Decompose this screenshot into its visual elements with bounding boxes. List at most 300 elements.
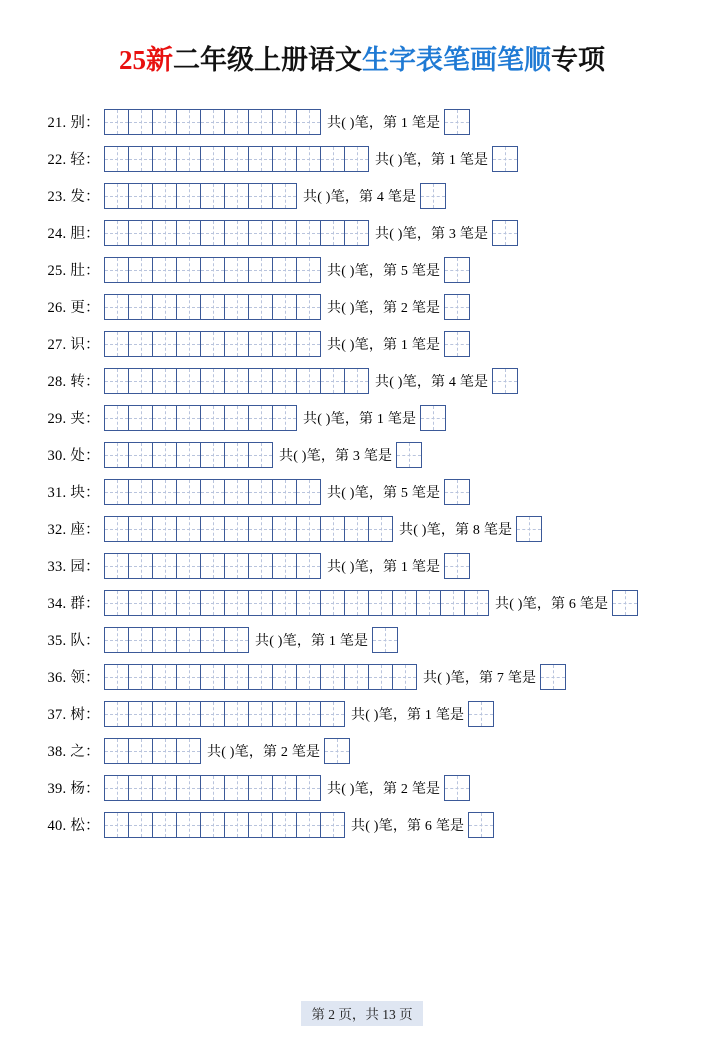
practice-cell[interactable] bbox=[201, 480, 225, 504]
practice-cell[interactable] bbox=[297, 813, 321, 837]
practice-cell[interactable] bbox=[105, 628, 129, 652]
stroke-answer-box[interactable] bbox=[444, 331, 470, 357]
practice-cell[interactable] bbox=[225, 702, 249, 726]
practice-cell[interactable] bbox=[129, 628, 153, 652]
practice-cell[interactable] bbox=[273, 480, 297, 504]
practice-cell[interactable] bbox=[153, 443, 177, 467]
practice-cell[interactable] bbox=[321, 665, 345, 689]
practice-cell[interactable] bbox=[105, 369, 129, 393]
practice-cell[interactable] bbox=[249, 813, 273, 837]
practice-cell[interactable] bbox=[177, 184, 201, 208]
practice-cell[interactable] bbox=[201, 110, 225, 134]
practice-cell[interactable] bbox=[369, 665, 393, 689]
practice-cell[interactable] bbox=[297, 591, 321, 615]
stroke-question-label: 共( )笔，第 1 笔是 bbox=[327, 337, 441, 353]
practice-cell[interactable] bbox=[417, 591, 441, 615]
exercise-row-label: 23. 发： bbox=[47, 189, 100, 205]
exercise-row bbox=[38, 177, 704, 214]
stroke-answer-box[interactable] bbox=[612, 590, 638, 616]
stroke-question-label: 共( )笔，第 4 笔是 bbox=[303, 189, 417, 205]
practice-cell[interactable] bbox=[201, 184, 225, 208]
exercise-row-label: 37. 树： bbox=[47, 707, 100, 723]
practice-cell[interactable] bbox=[249, 406, 273, 430]
exercise-row bbox=[38, 547, 704, 584]
practice-cell[interactable] bbox=[105, 184, 129, 208]
exercise-row-label: 38. 之： bbox=[47, 744, 100, 760]
practice-cell[interactable] bbox=[153, 739, 177, 763]
exercise-row bbox=[38, 214, 704, 251]
practice-cell[interactable] bbox=[105, 480, 129, 504]
practice-cell[interactable] bbox=[273, 591, 297, 615]
exercise-row-label: 33. 园： bbox=[47, 559, 100, 575]
stroke-practice-grid[interactable] bbox=[104, 590, 489, 616]
practice-cell[interactable] bbox=[273, 110, 297, 134]
stroke-answer-box[interactable] bbox=[540, 664, 566, 690]
exercise-row-label: 36. 领： bbox=[47, 670, 100, 686]
practice-cell[interactable] bbox=[105, 591, 129, 615]
practice-cell[interactable] bbox=[201, 258, 225, 282]
practice-cell[interactable] bbox=[249, 332, 273, 356]
practice-cell[interactable] bbox=[369, 517, 393, 541]
practice-cell[interactable] bbox=[249, 480, 273, 504]
practice-cell[interactable] bbox=[105, 258, 129, 282]
stroke-answer-box[interactable] bbox=[420, 405, 446, 431]
practice-cell[interactable] bbox=[249, 591, 273, 615]
practice-cell[interactable] bbox=[321, 369, 345, 393]
practice-cell[interactable] bbox=[321, 221, 345, 245]
practice-cell[interactable] bbox=[345, 665, 369, 689]
exercise-row bbox=[38, 806, 704, 843]
stroke-question-label: 共( )笔，第 7 笔是 bbox=[423, 670, 537, 686]
practice-cell[interactable] bbox=[225, 110, 249, 134]
practice-cell[interactable] bbox=[273, 702, 297, 726]
practice-cell[interactable] bbox=[297, 258, 321, 282]
stroke-question-text bbox=[399, 516, 542, 542]
stroke-practice-grid[interactable] bbox=[104, 812, 345, 838]
practice-cell[interactable] bbox=[297, 110, 321, 134]
stroke-practice-grid[interactable] bbox=[104, 257, 321, 283]
stroke-practice-grid[interactable] bbox=[104, 405, 297, 431]
practice-cell[interactable] bbox=[129, 739, 153, 763]
practice-cell[interactable] bbox=[153, 480, 177, 504]
stroke-question-text bbox=[207, 738, 350, 764]
exercise-row bbox=[38, 769, 704, 806]
stroke-practice-grid[interactable] bbox=[104, 183, 297, 209]
stroke-question-label: 共( )笔，第 5 笔是 bbox=[327, 263, 441, 279]
practice-cell[interactable] bbox=[345, 369, 369, 393]
stroke-question-label: 共( )笔，第 2 笔是 bbox=[327, 781, 441, 797]
practice-cell[interactable] bbox=[153, 406, 177, 430]
stroke-question-label: 共( )笔，第 1 笔是 bbox=[375, 152, 489, 168]
practice-cell[interactable] bbox=[129, 702, 153, 726]
practice-cell[interactable] bbox=[369, 591, 393, 615]
practice-cell[interactable] bbox=[153, 184, 177, 208]
practice-cell[interactable] bbox=[201, 591, 225, 615]
practice-cell[interactable] bbox=[153, 591, 177, 615]
stroke-question-text bbox=[303, 183, 446, 209]
practice-cell[interactable] bbox=[273, 295, 297, 319]
practice-cell[interactable] bbox=[249, 295, 273, 319]
practice-cell[interactable] bbox=[249, 517, 273, 541]
stroke-practice-grid[interactable] bbox=[104, 331, 321, 357]
practice-cell[interactable] bbox=[393, 665, 417, 689]
title-segment-red: 25新 bbox=[119, 45, 173, 75]
practice-cell[interactable] bbox=[129, 776, 153, 800]
stroke-answer-box[interactable] bbox=[444, 553, 470, 579]
stroke-question-label: 共( )笔，第 3 笔是 bbox=[375, 226, 489, 242]
practice-cell[interactable] bbox=[105, 813, 129, 837]
practice-cell[interactable] bbox=[321, 813, 345, 837]
stroke-practice-grid[interactable] bbox=[104, 738, 201, 764]
practice-cell[interactable] bbox=[273, 184, 297, 208]
practice-cell[interactable] bbox=[177, 480, 201, 504]
stroke-question-text bbox=[327, 775, 470, 801]
exercise-row-label: 25. 肚： bbox=[47, 263, 100, 279]
practice-cell[interactable] bbox=[201, 813, 225, 837]
exercise-row bbox=[38, 436, 704, 473]
practice-cell[interactable] bbox=[129, 295, 153, 319]
stroke-practice-grid[interactable] bbox=[104, 109, 321, 135]
stroke-answer-box[interactable] bbox=[468, 812, 494, 838]
practice-cell[interactable] bbox=[225, 258, 249, 282]
practice-cell[interactable] bbox=[249, 443, 273, 467]
practice-cell[interactable] bbox=[129, 221, 153, 245]
stroke-answer-box[interactable] bbox=[444, 775, 470, 801]
practice-cell[interactable] bbox=[129, 517, 153, 541]
stroke-question-label: 共( )笔，第 8 笔是 bbox=[399, 522, 513, 538]
practice-cell[interactable] bbox=[177, 591, 201, 615]
practice-cell[interactable] bbox=[177, 369, 201, 393]
practice-cell[interactable] bbox=[177, 776, 201, 800]
practice-cell[interactable] bbox=[105, 147, 129, 171]
practice-cell[interactable] bbox=[129, 147, 153, 171]
practice-cell[interactable] bbox=[177, 221, 201, 245]
stroke-practice-grid[interactable] bbox=[104, 368, 369, 394]
title-segment-blue: 生字表笔画笔顺 bbox=[362, 45, 551, 75]
practice-cell[interactable] bbox=[297, 665, 321, 689]
practice-cell[interactable] bbox=[129, 591, 153, 615]
practice-cell[interactable] bbox=[297, 369, 321, 393]
practice-cell[interactable] bbox=[297, 295, 321, 319]
practice-cell[interactable] bbox=[249, 554, 273, 578]
practice-cell[interactable] bbox=[201, 406, 225, 430]
stroke-answer-box[interactable] bbox=[444, 479, 470, 505]
practice-cell[interactable] bbox=[225, 443, 249, 467]
stroke-question-label: 共( )笔，第 1 笔是 bbox=[327, 559, 441, 575]
practice-cell[interactable] bbox=[297, 517, 321, 541]
practice-cell[interactable] bbox=[177, 295, 201, 319]
practice-cell[interactable] bbox=[153, 110, 177, 134]
practice-cell[interactable] bbox=[129, 480, 153, 504]
practice-cell[interactable] bbox=[129, 406, 153, 430]
practice-cell[interactable] bbox=[273, 406, 297, 430]
practice-cell[interactable] bbox=[297, 702, 321, 726]
stroke-question-text bbox=[351, 701, 494, 727]
practice-cell[interactable] bbox=[273, 776, 297, 800]
practice-cell[interactable] bbox=[177, 628, 201, 652]
stroke-answer-box[interactable] bbox=[492, 220, 518, 246]
stroke-answer-box[interactable] bbox=[444, 109, 470, 135]
practice-cell[interactable] bbox=[321, 702, 345, 726]
practice-cell[interactable] bbox=[225, 591, 249, 615]
practice-cell[interactable] bbox=[225, 517, 249, 541]
practice-cell[interactable] bbox=[345, 517, 369, 541]
practice-cell[interactable] bbox=[105, 221, 129, 245]
practice-cell[interactable] bbox=[273, 221, 297, 245]
practice-cell[interactable] bbox=[105, 665, 129, 689]
practice-cell[interactable] bbox=[177, 517, 201, 541]
stroke-answer-box[interactable] bbox=[492, 368, 518, 394]
stroke-practice-grid[interactable] bbox=[104, 294, 321, 320]
practice-cell[interactable] bbox=[177, 406, 201, 430]
practice-cell[interactable] bbox=[201, 776, 225, 800]
exercise-row-label: 28. 转： bbox=[47, 374, 100, 390]
stroke-practice-grid[interactable] bbox=[104, 442, 273, 468]
practice-cell[interactable] bbox=[105, 110, 129, 134]
practice-cell[interactable] bbox=[273, 517, 297, 541]
practice-cell[interactable] bbox=[105, 739, 129, 763]
stroke-question-text bbox=[327, 294, 470, 320]
practice-cell[interactable] bbox=[129, 665, 153, 689]
practice-cell[interactable] bbox=[249, 776, 273, 800]
practice-cell[interactable] bbox=[177, 258, 201, 282]
practice-cell[interactable] bbox=[105, 517, 129, 541]
exercise-row bbox=[38, 399, 704, 436]
practice-cell[interactable] bbox=[201, 147, 225, 171]
practice-cell[interactable] bbox=[153, 554, 177, 578]
stroke-question-text bbox=[255, 627, 398, 653]
practice-cell[interactable] bbox=[129, 258, 153, 282]
practice-cell[interactable] bbox=[177, 443, 201, 467]
practice-cell[interactable] bbox=[177, 332, 201, 356]
stroke-practice-grid[interactable] bbox=[104, 775, 321, 801]
practice-cell[interactable] bbox=[225, 221, 249, 245]
stroke-practice-grid[interactable] bbox=[104, 664, 417, 690]
stroke-question-text bbox=[303, 405, 446, 431]
practice-cell[interactable] bbox=[225, 184, 249, 208]
practice-cell[interactable] bbox=[201, 332, 225, 356]
practice-cell[interactable] bbox=[177, 813, 201, 837]
stroke-question-label: 共( )笔，第 1 笔是 bbox=[327, 115, 441, 131]
stroke-answer-box[interactable] bbox=[444, 257, 470, 283]
stroke-question-label: 共( )笔，第 1 笔是 bbox=[255, 633, 369, 649]
practice-cell[interactable] bbox=[129, 184, 153, 208]
stroke-answer-box[interactable] bbox=[444, 294, 470, 320]
exercise-row bbox=[38, 584, 704, 621]
stroke-question-text bbox=[279, 442, 422, 468]
practice-cell[interactable] bbox=[465, 591, 489, 615]
practice-cell[interactable] bbox=[177, 110, 201, 134]
stroke-question-label: 共( )笔，第 2 笔是 bbox=[327, 300, 441, 316]
stroke-practice-grid[interactable] bbox=[104, 516, 393, 542]
practice-cell[interactable] bbox=[153, 369, 177, 393]
practice-cell[interactable] bbox=[345, 591, 369, 615]
practice-cell[interactable] bbox=[321, 591, 345, 615]
practice-cell[interactable] bbox=[177, 665, 201, 689]
practice-cell[interactable] bbox=[273, 147, 297, 171]
practice-cell[interactable] bbox=[225, 406, 249, 430]
practice-cell[interactable] bbox=[177, 554, 201, 578]
practice-cell[interactable] bbox=[201, 554, 225, 578]
practice-cell[interactable] bbox=[153, 665, 177, 689]
practice-cell[interactable] bbox=[345, 221, 369, 245]
practice-cell[interactable] bbox=[201, 702, 225, 726]
title-segment-black-2: 专项 bbox=[551, 45, 605, 75]
exercise-list bbox=[0, 103, 724, 843]
practice-cell[interactable] bbox=[273, 554, 297, 578]
practice-cell[interactable] bbox=[105, 295, 129, 319]
practice-cell[interactable] bbox=[153, 258, 177, 282]
practice-cell[interactable] bbox=[297, 480, 321, 504]
practice-cell[interactable] bbox=[249, 665, 273, 689]
practice-cell[interactable] bbox=[225, 628, 249, 652]
practice-cell[interactable] bbox=[249, 221, 273, 245]
practice-cell[interactable] bbox=[249, 258, 273, 282]
practice-cell[interactable] bbox=[153, 776, 177, 800]
stroke-practice-grid[interactable] bbox=[104, 479, 321, 505]
practice-cell[interactable] bbox=[225, 295, 249, 319]
exercise-row-label: 35. 队： bbox=[47, 633, 100, 649]
practice-cell[interactable] bbox=[297, 147, 321, 171]
practice-cell[interactable] bbox=[105, 776, 129, 800]
stroke-answer-box[interactable] bbox=[420, 183, 446, 209]
practice-cell[interactable] bbox=[321, 147, 345, 171]
stroke-answer-box[interactable] bbox=[372, 627, 398, 653]
practice-cell[interactable] bbox=[273, 813, 297, 837]
practice-cell[interactable] bbox=[177, 147, 201, 171]
practice-cell[interactable] bbox=[201, 517, 225, 541]
exercise-row bbox=[38, 140, 704, 177]
stroke-question-text bbox=[327, 331, 470, 357]
stroke-answer-box[interactable] bbox=[492, 146, 518, 172]
practice-cell[interactable] bbox=[225, 665, 249, 689]
practice-cell[interactable] bbox=[249, 147, 273, 171]
practice-cell[interactable] bbox=[201, 665, 225, 689]
page-title bbox=[0, 38, 724, 77]
practice-cell[interactable] bbox=[273, 258, 297, 282]
practice-cell[interactable] bbox=[129, 110, 153, 134]
stroke-question-text bbox=[327, 257, 470, 283]
exercise-row bbox=[38, 103, 704, 140]
stroke-answer-box[interactable] bbox=[324, 738, 350, 764]
practice-cell[interactable] bbox=[273, 369, 297, 393]
stroke-question-label: 共( )笔，第 3 笔是 bbox=[279, 448, 393, 464]
stroke-question-text bbox=[327, 109, 470, 135]
stroke-question-text bbox=[375, 220, 518, 246]
practice-cell[interactable] bbox=[105, 332, 129, 356]
practice-cell[interactable] bbox=[129, 332, 153, 356]
stroke-practice-grid[interactable] bbox=[104, 701, 345, 727]
practice-cell[interactable] bbox=[177, 739, 201, 763]
stroke-answer-box[interactable] bbox=[396, 442, 422, 468]
practice-cell[interactable] bbox=[441, 591, 465, 615]
practice-cell[interactable] bbox=[201, 221, 225, 245]
practice-cell[interactable] bbox=[201, 443, 225, 467]
practice-cell[interactable] bbox=[105, 554, 129, 578]
exercise-row bbox=[38, 473, 704, 510]
exercise-row-label: 27. 识： bbox=[47, 337, 100, 353]
practice-cell[interactable] bbox=[153, 517, 177, 541]
practice-cell[interactable] bbox=[225, 332, 249, 356]
stroke-practice-grid[interactable] bbox=[104, 553, 321, 579]
stroke-question-text bbox=[351, 812, 494, 838]
practice-cell[interactable] bbox=[249, 702, 273, 726]
practice-cell[interactable] bbox=[153, 628, 177, 652]
practice-cell[interactable] bbox=[225, 813, 249, 837]
practice-cell[interactable] bbox=[297, 554, 321, 578]
practice-cell[interactable] bbox=[225, 147, 249, 171]
practice-cell[interactable] bbox=[105, 443, 129, 467]
practice-cell[interactable] bbox=[153, 295, 177, 319]
exercise-row bbox=[38, 325, 704, 362]
practice-cell[interactable] bbox=[201, 295, 225, 319]
exercise-row bbox=[38, 251, 704, 288]
practice-cell[interactable] bbox=[225, 480, 249, 504]
worksheet-page bbox=[0, 38, 724, 1062]
practice-cell[interactable] bbox=[297, 332, 321, 356]
practice-cell[interactable] bbox=[129, 554, 153, 578]
practice-cell[interactable] bbox=[153, 147, 177, 171]
exercise-row bbox=[38, 658, 704, 695]
exercise-row-label: 40. 松： bbox=[47, 818, 100, 834]
practice-cell[interactable] bbox=[177, 702, 201, 726]
stroke-question-text bbox=[375, 146, 518, 172]
practice-cell[interactable] bbox=[225, 776, 249, 800]
practice-cell[interactable] bbox=[225, 369, 249, 393]
stroke-practice-grid[interactable] bbox=[104, 146, 369, 172]
practice-cell[interactable] bbox=[249, 110, 273, 134]
practice-cell[interactable] bbox=[249, 184, 273, 208]
stroke-answer-box[interactable] bbox=[516, 516, 542, 542]
practice-cell[interactable] bbox=[273, 332, 297, 356]
practice-cell[interactable] bbox=[249, 369, 273, 393]
practice-cell[interactable] bbox=[345, 147, 369, 171]
exercise-row-label: 22. 轻： bbox=[47, 152, 100, 168]
practice-cell[interactable] bbox=[153, 221, 177, 245]
footer-page-number: 第 2 页，共 13 页 bbox=[301, 1001, 422, 1026]
stroke-practice-grid[interactable] bbox=[104, 220, 369, 246]
stroke-question-label: 共( )笔，第 6 笔是 bbox=[495, 596, 609, 612]
practice-cell[interactable] bbox=[153, 702, 177, 726]
practice-cell[interactable] bbox=[297, 221, 321, 245]
practice-cell[interactable] bbox=[201, 369, 225, 393]
practice-cell[interactable] bbox=[105, 406, 129, 430]
practice-cell[interactable] bbox=[105, 702, 129, 726]
practice-cell[interactable] bbox=[129, 443, 153, 467]
practice-cell[interactable] bbox=[129, 813, 153, 837]
practice-cell[interactable] bbox=[297, 776, 321, 800]
practice-cell[interactable] bbox=[393, 591, 417, 615]
practice-cell[interactable] bbox=[225, 554, 249, 578]
exercise-row bbox=[38, 288, 704, 325]
stroke-question-label: 共( )笔，第 6 笔是 bbox=[351, 818, 465, 834]
practice-cell[interactable] bbox=[153, 813, 177, 837]
practice-cell[interactable] bbox=[129, 369, 153, 393]
practice-cell[interactable] bbox=[321, 517, 345, 541]
stroke-question-label: 共( )笔，第 5 笔是 bbox=[327, 485, 441, 501]
exercise-row bbox=[38, 621, 704, 658]
exercise-row-label: 30. 处： bbox=[47, 448, 100, 464]
stroke-answer-box[interactable] bbox=[468, 701, 494, 727]
practice-cell[interactable] bbox=[153, 332, 177, 356]
practice-cell[interactable] bbox=[273, 665, 297, 689]
stroke-question-label: 共( )笔，第 1 笔是 bbox=[351, 707, 465, 723]
title-segment-black-1: 二年级上册语文 bbox=[173, 45, 362, 75]
stroke-question-text bbox=[423, 664, 566, 690]
exercise-row bbox=[38, 510, 704, 547]
practice-cell[interactable] bbox=[201, 628, 225, 652]
stroke-practice-grid[interactable] bbox=[104, 627, 249, 653]
